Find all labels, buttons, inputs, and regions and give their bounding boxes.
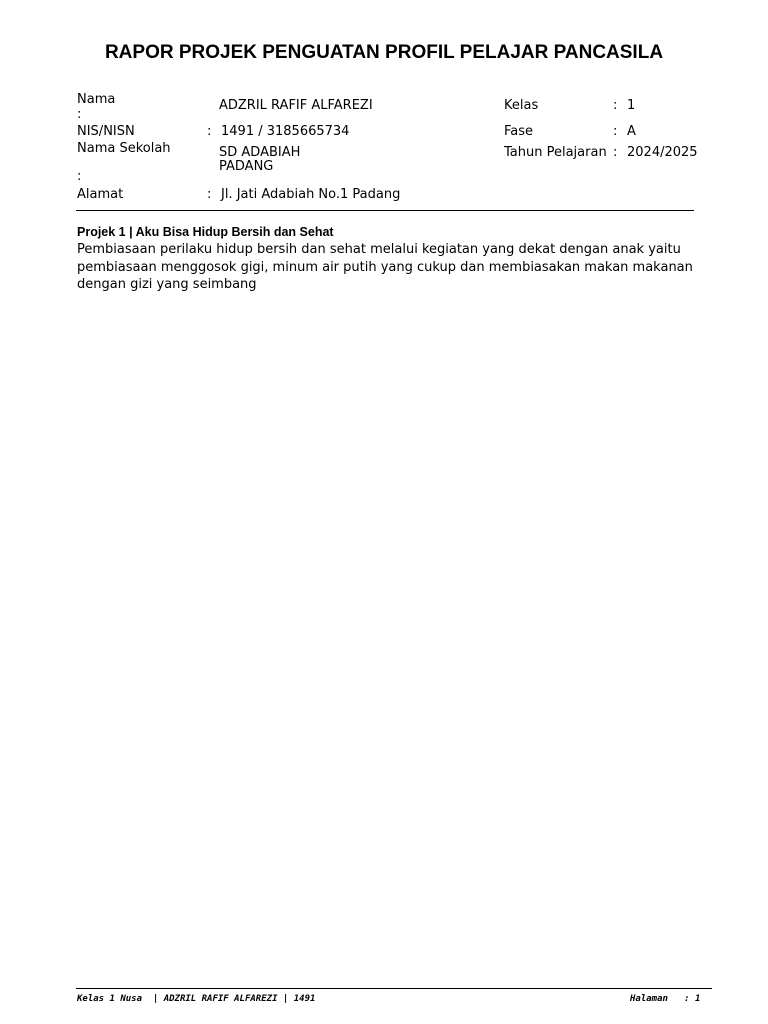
sekolah-label: Nama Sekolah [77, 141, 171, 156]
fase-colon: : [613, 124, 618, 139]
nama-colon: : [77, 107, 82, 122]
footer-divider [76, 988, 712, 989]
nama-value: ADZRIL RAFIF ALFAREZI [219, 98, 373, 113]
kelas-colon: : [613, 98, 618, 113]
tahun-value: 2024/2025 [627, 145, 698, 160]
alamat-value: Jl. Jati Adabiah No.1 Padang [221, 187, 401, 202]
nis-value: 1491 / 3185665734 [221, 124, 350, 139]
footer-left: Kelas 1 Nusa | ADZRIL RAFIF ALFAREZI | 1491 [77, 994, 316, 1004]
nama-label: Nama [77, 92, 116, 107]
alamat-colon: : [207, 187, 212, 202]
nis-colon: : [207, 124, 212, 139]
kelas-label: Kelas [504, 98, 539, 113]
report-title: RAPOR PROJEK PENGUATAN PROFIL PELAJAR PANCASILA [104, 42, 664, 63]
fase-value: A [627, 124, 636, 139]
nis-label: NIS/NISN [77, 124, 135, 139]
project-title: Projek 1 | Aku Bisa Hidup Bersih dan Sehat [77, 225, 334, 239]
tahun-label: Tahun Pelajaran [504, 145, 607, 160]
kelas-value: 1 [627, 98, 636, 113]
footer-page-number: Halaman : 1 [630, 994, 701, 1004]
sekolah-value-line1: SD ADABIAH [219, 145, 301, 160]
project-description: Pembiasaan perilaku hidup bersih dan sehat melalui kegiatan yang dekat dengan anak yaitu pembiasaan menggosok gigi, minum air putih yang cukup dan membiasakan makan makanan dengan gizi yang seimbang [77, 242, 693, 292]
header-divider [76, 210, 694, 211]
sekolah-value-line2: PADANG [219, 159, 274, 174]
fase-label: Fase [504, 124, 534, 139]
alamat-label: Alamat [77, 187, 124, 202]
tahun-colon: : [613, 145, 618, 160]
sekolah-colon: : [77, 169, 82, 184]
